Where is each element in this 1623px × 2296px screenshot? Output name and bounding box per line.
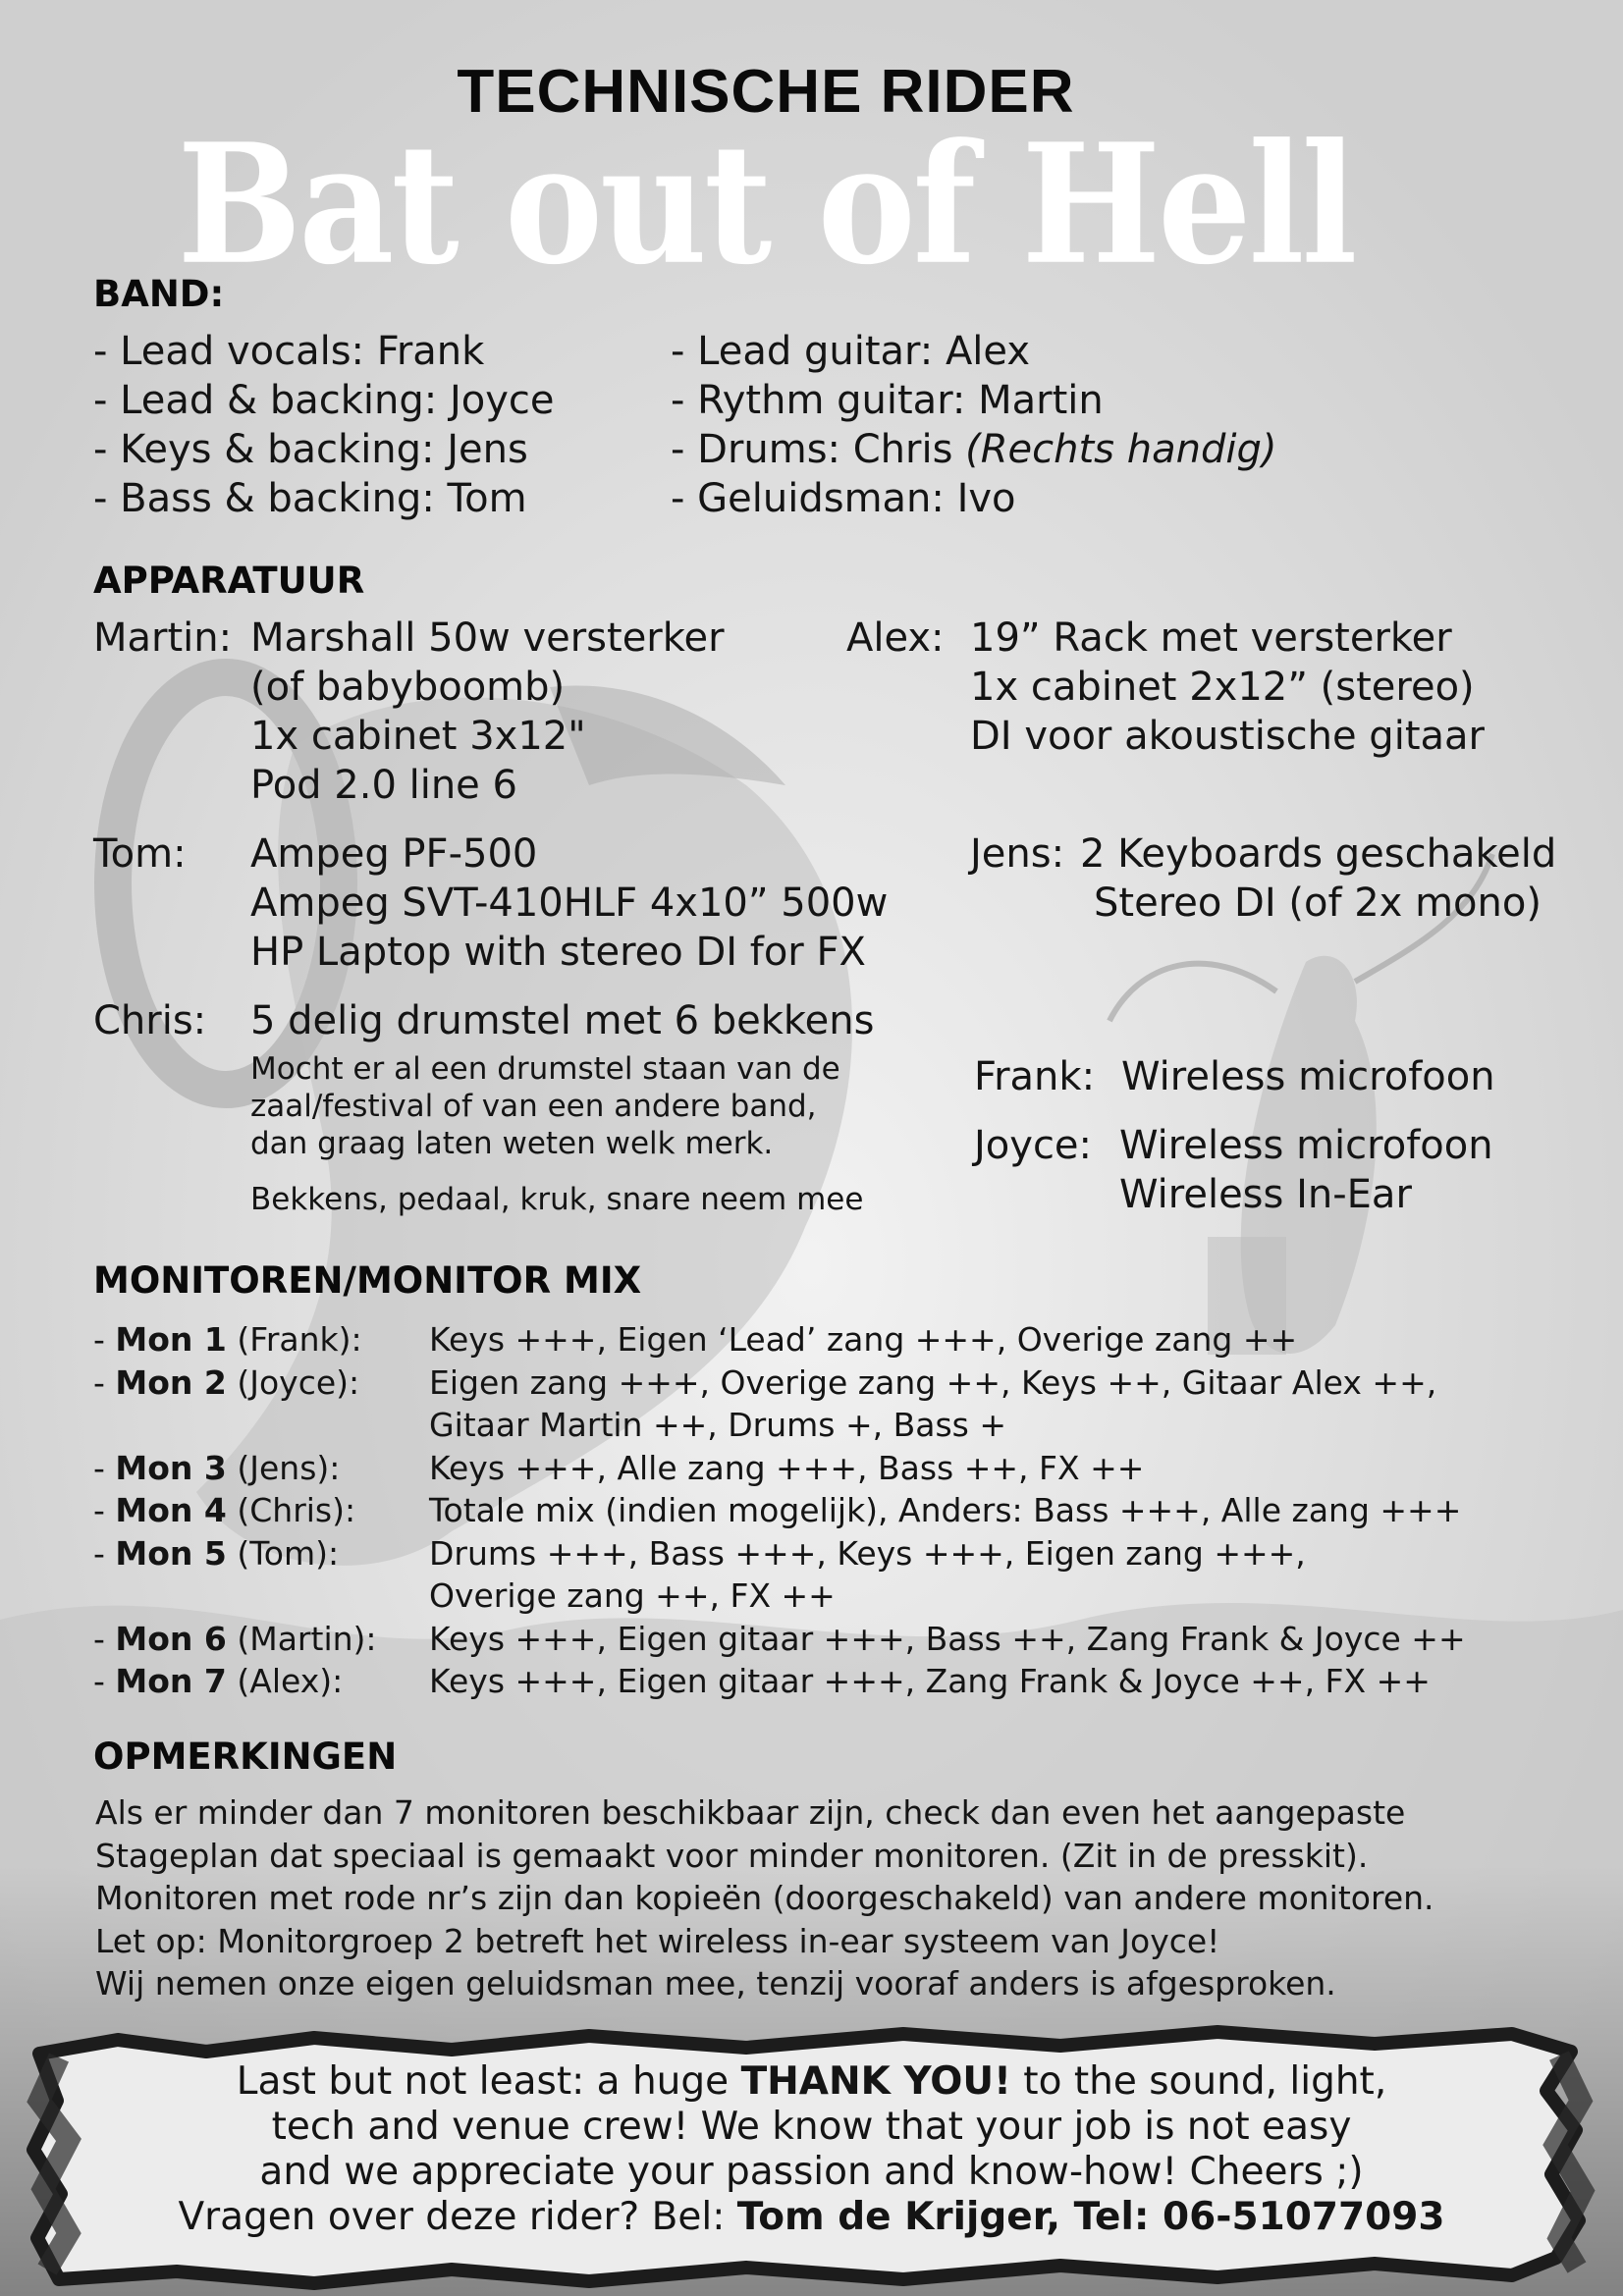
equipment-alex-list <box>970 614 1485 761</box>
monitor-label: - Mon 5 (Tom): <box>93 1533 340 1573</box>
monitor-label: - Mon 2 (Joyce): <box>93 1362 360 1402</box>
equipment-item: Ampeg SVT-410HLF 4x10” 500w <box>250 881 889 926</box>
band-member: - Lead vocals: Frank <box>93 329 485 374</box>
monitors-heading: MONITOREN/MONITOR MIX <box>93 1259 642 1302</box>
monitor-label: - Mon 7 (Alex): <box>93 1662 344 1700</box>
remark-line: Als er minder dan 7 monitoren beschikbaar zijn, check dan even het aangepaste <box>95 1793 1406 1832</box>
equipment-tom-list <box>250 829 888 977</box>
monitor-mix: Drums +++, Bass +++, Keys +++, Eigen zang +++, <box>429 1533 1306 1573</box>
equipment-item: Stereo DI (of 2x mono) <box>1094 881 1542 926</box>
equipment-item: 2 Keyboards geschakeld <box>1080 831 1557 877</box>
equipment-martin-list <box>250 614 725 810</box>
equipment-martin-label: Martin: <box>93 615 233 661</box>
contact-name-phone: Tom de Krijger, Tel: 06-51077093 <box>736 2195 1445 2239</box>
equipment-item: (of babyboomb) <box>250 665 566 710</box>
monitor-labels <box>93 1318 377 1703</box>
monitor-mixes <box>429 1318 1466 1703</box>
note-line: zaal/festival of van een andere band, <box>250 1089 817 1124</box>
equipment-frank-item: Wireless microfoon <box>1121 1054 1495 1099</box>
band-member <box>671 425 1276 474</box>
equipment-item: Wireless microfoon <box>1119 1123 1493 1168</box>
equipment-item: 1x cabinet 2x12” (stereo) <box>970 665 1475 710</box>
equipment-item: Marshall 50w versterker <box>250 615 725 661</box>
equipment-frank-label: Frank: <box>974 1054 1096 1099</box>
contact-line: Vragen over deze rider? Bel: Tom de Krijger, Tel: 06-51077093 <box>178 2195 1445 2239</box>
equipment-joyce-label: Joyce: <box>974 1123 1093 1168</box>
band-member: - Lead & backing: Joyce <box>93 378 555 423</box>
monitor-label: - Mon 3 (Jens): <box>93 1448 341 1487</box>
monitor-mix: Overige zang ++, FX ++ <box>429 1576 836 1615</box>
band-members-right <box>671 327 1276 523</box>
monitor-mix: Eigen zang +++, Overige zang ++, Keys ++, Gitaar Alex ++, <box>429 1362 1437 1402</box>
banner-line: and we appreciate your passion and know-how! Cheers ;) <box>259 2150 1364 2194</box>
monitor-label: - Mon 6 (Martin): <box>93 1619 377 1658</box>
band-member: - Rythm guitar: Martin <box>671 378 1104 423</box>
equipment-chris-main: 5 delig drumstel met 6 bekkens <box>250 998 875 1043</box>
band-member: - Keys & backing: Jens <box>93 427 528 472</box>
equipment-jens-label: Jens: <box>970 831 1065 877</box>
band-heading: BAND: <box>93 273 225 315</box>
document-title: TECHNISCHE RIDER <box>457 58 1075 126</box>
remark-line: Monitoren met rode nr’s zijn dan kopieën (doorgeschakeld) van andere monitoren. <box>95 1879 1434 1917</box>
thank-you-banner <box>0 2059 1623 2240</box>
equipment-item: HP Laptop with stereo DI for FX <box>250 930 866 975</box>
band-member: - Lead guitar: Alex <box>671 329 1030 374</box>
monitor-mix: Totale mix (indien mogelijk), Anders: Bass +++, Alle zang +++ <box>429 1491 1462 1529</box>
drums-note: (Rechts handig) <box>965 427 1277 472</box>
band-name-logo: Bat out of Hell <box>177 108 1355 302</box>
band-members-left <box>93 327 555 523</box>
remarks-heading: OPMERKINGEN <box>93 1735 398 1778</box>
banner-line: tech and venue crew! We know that your job is not easy <box>271 2105 1352 2149</box>
equipment-item: Pod 2.0 line 6 <box>250 763 517 808</box>
banner-line: Last but not least: a huge THANK YOU! to the sound, light, <box>236 2059 1387 2104</box>
monitor-mix: Keys +++, Eigen gitaar +++, Bass ++, Zang Frank & Joyce ++ <box>429 1619 1466 1658</box>
remark-line: Let op: Monitorgroep 2 betreft het wireless in-ear systeem van Joyce! <box>95 1921 1220 1960</box>
band-member: - Bass & backing: Tom <box>93 476 527 521</box>
monitor-label: - Mon 4 (Chris): <box>93 1491 356 1529</box>
equipment-chris-note2: Bekkens, pedaal, kruk, snare neem mee <box>250 1182 864 1217</box>
equipment-jens-list <box>1080 829 1556 928</box>
equipment-chris-note <box>250 1050 840 1162</box>
monitor-mix: Keys +++, Alle zang +++, Bass ++, FX ++ <box>429 1448 1145 1487</box>
remark-line: Stageplan dat speciaal is gemaakt voor minder monitoren. (Zit in de presskit). <box>95 1836 1369 1875</box>
band-member: - Geluidsman: Ivo <box>671 476 1016 521</box>
remarks-text <box>95 1791 1434 2005</box>
note-line: Mocht er al een drumstel staan van de <box>250 1051 840 1087</box>
equipment-item: Wireless In-Ear <box>1119 1172 1412 1217</box>
band-member-text: - Drums: Chris <box>671 427 966 472</box>
monitor-label: - Mon 1 (Frank): <box>93 1320 362 1359</box>
equipment-item: DI voor akoustische gitaar <box>970 714 1485 759</box>
equipment-chris-label: Chris: <box>93 998 207 1043</box>
equipment-joyce-list <box>1119 1121 1493 1219</box>
monitor-mix: Keys +++, Eigen gitaar +++, Zang Frank & Joyce ++, FX ++ <box>429 1662 1431 1700</box>
equipment-tom-label: Tom: <box>93 831 187 877</box>
equipment-item: 19” Rack met versterker <box>970 615 1452 661</box>
note-line: dan graag laten weten welk merk. <box>250 1126 774 1161</box>
monitor-mix: Gitaar Martin ++, Drums +, Bass + <box>429 1406 1006 1444</box>
equipment-item: 1x cabinet 3x12" <box>250 714 586 759</box>
monitor-mix: Keys +++, Eigen ‘Lead’ zang +++, Overige zang ++ <box>429 1320 1298 1359</box>
equipment-item: Ampeg PF-500 <box>250 831 538 877</box>
equipment-heading: APPARATUUR <box>93 560 365 602</box>
equipment-alex-label: Alex: <box>846 615 945 661</box>
remark-line: Wij nemen onze eigen geluidsman mee, tenzij vooraf anders is afgesproken. <box>95 1964 1336 2002</box>
